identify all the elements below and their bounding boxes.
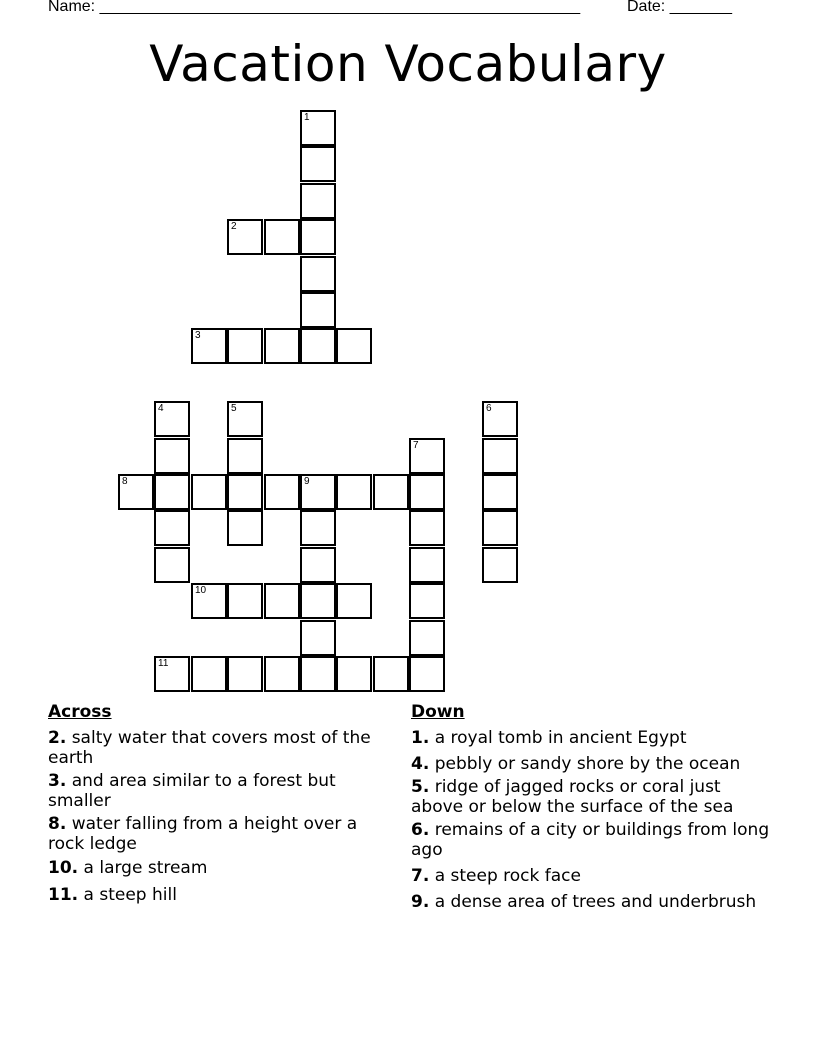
clue-number-label: 9 — [304, 476, 310, 487]
crossword-cell[interactable] — [191, 656, 227, 692]
crossword-cell[interactable] — [154, 438, 190, 474]
crossword-cell[interactable] — [300, 183, 336, 219]
crossword-cell[interactable] — [264, 583, 300, 619]
crossword-cell[interactable] — [154, 474, 190, 510]
crossword-cell[interactable] — [482, 438, 518, 474]
crossword-cell[interactable] — [482, 401, 518, 437]
crossword-cell[interactable] — [482, 474, 518, 510]
crossword-cell[interactable] — [373, 474, 409, 510]
crossword-cell[interactable] — [154, 401, 190, 437]
crossword-cell[interactable] — [482, 510, 518, 546]
clue-number: 6. — [411, 820, 430, 840]
crossword-cell[interactable] — [409, 547, 445, 583]
clue-number: 1. — [411, 728, 430, 748]
crossword-cell[interactable] — [409, 620, 445, 656]
clue-text: water falling from a height over a rock ledge — [48, 814, 358, 854]
crossword-cell[interactable] — [336, 656, 372, 692]
clue-text: ridge of jagged rocks or coral just above or below the surface of the sea — [411, 777, 734, 817]
across-heading: Across — [48, 702, 112, 722]
down-clues — [411, 701, 771, 915]
crossword-cell[interactable] — [300, 656, 336, 692]
across-clue-11 — [48, 885, 393, 905]
crossword-cell[interactable] — [300, 328, 336, 364]
across-clues — [48, 701, 393, 908]
clue-number: 7. — [411, 866, 430, 886]
crossword-cell[interactable] — [409, 510, 445, 546]
across-clue-3 — [48, 771, 393, 811]
crossword-cell[interactable] — [373, 656, 409, 692]
down-clue-1 — [411, 728, 771, 748]
crossword-cell[interactable] — [336, 474, 372, 510]
clue-text: a large stream — [83, 858, 208, 878]
crossword-cell[interactable] — [227, 438, 263, 474]
clue-number: 2. — [48, 728, 67, 748]
crossword-cell[interactable] — [227, 656, 263, 692]
crossword-cell[interactable] — [227, 510, 263, 546]
clue-number: 11. — [48, 885, 79, 905]
crossword-cell[interactable] — [191, 583, 227, 619]
down-clue-6 — [411, 820, 771, 860]
clue-number: 4. — [411, 754, 430, 774]
crossword-cell[interactable] — [482, 547, 518, 583]
clue-number-label: 2 — [231, 221, 237, 232]
puzzle-title: Vacation Vocabulary — [149, 35, 667, 93]
crossword-cell[interactable] — [300, 474, 336, 510]
crossword-cell[interactable] — [300, 219, 336, 255]
crossword-cell[interactable] — [227, 219, 263, 255]
crossword-cell[interactable] — [409, 438, 445, 474]
clue-number-label: 7 — [413, 440, 419, 451]
date-line[interactable]: Date: _______ — [627, 0, 732, 15]
clue-number: 9. — [411, 892, 430, 912]
down-heading: Down — [411, 702, 465, 722]
down-clue-5 — [411, 777, 771, 817]
crossword-cell[interactable] — [300, 256, 336, 292]
clue-text: and area similar to a forest but smaller — [48, 771, 336, 811]
crossword-cell[interactable] — [118, 474, 154, 510]
clue-number-label: 5 — [231, 403, 237, 414]
crossword-cell[interactable] — [300, 547, 336, 583]
crossword-cell[interactable] — [264, 656, 300, 692]
crossword-cell[interactable] — [336, 583, 372, 619]
crossword-cell[interactable] — [300, 292, 336, 328]
crossword-cell[interactable] — [264, 474, 300, 510]
clue-number-label: 8 — [122, 476, 128, 487]
crossword-cell[interactable] — [191, 328, 227, 364]
crossword-cell[interactable] — [227, 583, 263, 619]
clue-text: a steep hill — [83, 885, 177, 905]
clue-number-label: 6 — [486, 403, 492, 414]
crossword-cell[interactable] — [300, 146, 336, 182]
clue-text: a royal tomb in ancient Egypt — [434, 728, 687, 748]
crossword-cell[interactable] — [336, 328, 372, 364]
crossword-cell[interactable] — [300, 510, 336, 546]
clue-text: pebbly or sandy shore by the ocean — [434, 754, 741, 774]
clue-number: 8. — [48, 814, 67, 834]
crossword-cell[interactable] — [300, 583, 336, 619]
crossword-cell[interactable] — [227, 328, 263, 364]
crossword-cell[interactable] — [264, 328, 300, 364]
crossword-cell[interactable] — [227, 401, 263, 437]
across-clue-10 — [48, 858, 393, 878]
clue-number-label: 10 — [195, 585, 207, 596]
crossword-cell[interactable] — [264, 219, 300, 255]
across-clue-2 — [48, 728, 393, 768]
clue-text: salty water that covers most of the earth — [48, 728, 371, 768]
clue-number-label: 1 — [304, 112, 310, 123]
clue-number-label: 4 — [158, 403, 164, 414]
crossword-cell[interactable] — [227, 474, 263, 510]
clue-number-label: 11 — [158, 658, 169, 669]
across-clue-8 — [48, 814, 393, 854]
crossword-cell[interactable] — [300, 110, 336, 146]
crossword-cell[interactable] — [300, 620, 336, 656]
down-clue-4 — [411, 754, 771, 774]
clue-text: remains of a city or buildings from long ago — [411, 820, 770, 860]
crossword-cell[interactable] — [409, 656, 445, 692]
clue-text: a dense area of trees and underbrush — [434, 892, 757, 912]
crossword-cell[interactable] — [154, 656, 190, 692]
name-line[interactable]: Name: ______________________________________________________ — [48, 0, 581, 15]
clue-number-label: 3 — [195, 330, 201, 341]
crossword-cell[interactable] — [409, 474, 445, 510]
crossword-cell[interactable] — [154, 510, 190, 546]
down-clue-9 — [411, 892, 771, 912]
crossword-cell[interactable] — [191, 474, 227, 510]
clue-number: 5. — [411, 777, 430, 797]
crossword-cell[interactable] — [409, 583, 445, 619]
clue-number: 10. — [48, 858, 79, 878]
down-clue-7 — [411, 866, 771, 886]
clue-text: a steep rock face — [434, 866, 581, 886]
clue-number: 3. — [48, 771, 67, 791]
crossword-cell[interactable] — [154, 547, 190, 583]
